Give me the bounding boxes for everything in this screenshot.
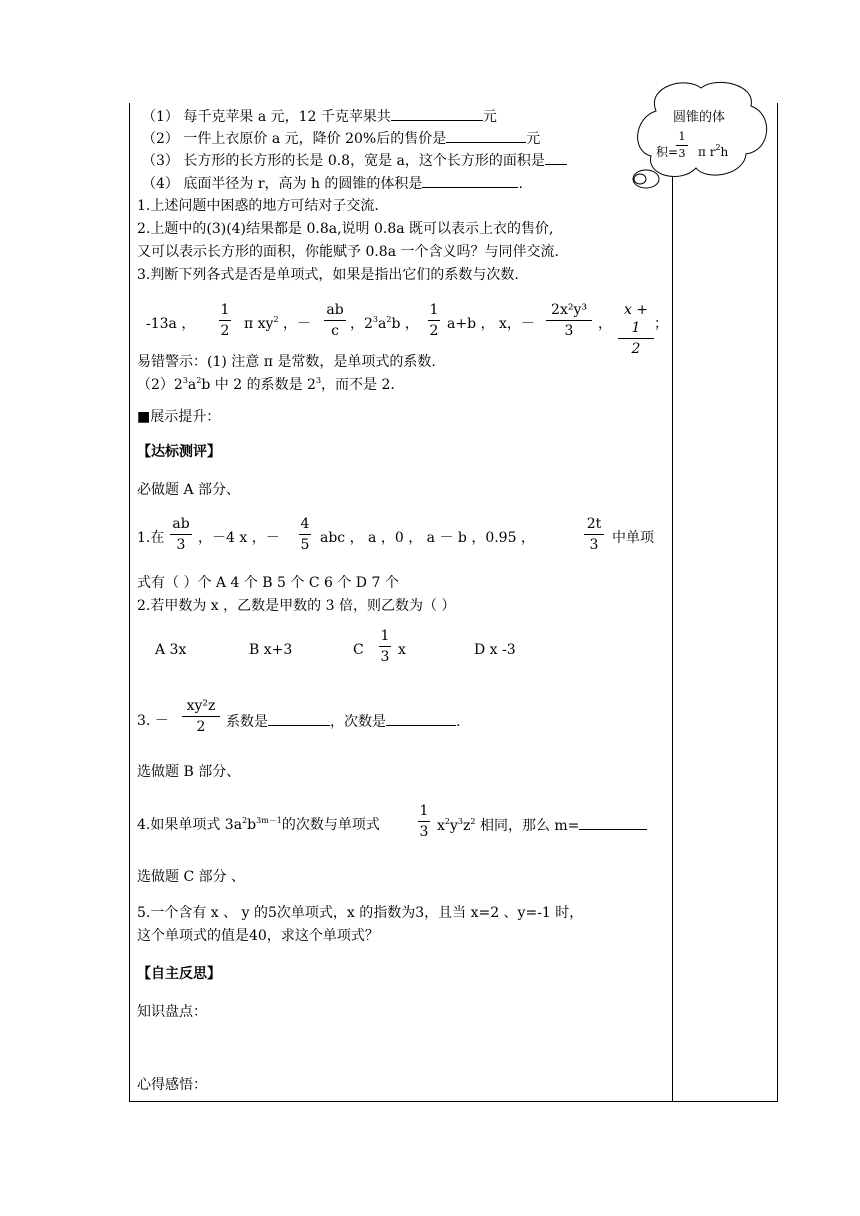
section-a: 必做题 A 部分、 xyxy=(137,482,241,498)
answer-blank[interactable] xyxy=(545,150,567,165)
q4-frac: 1 3 xyxy=(419,803,429,840)
answer-blank[interactable] xyxy=(446,128,526,143)
answer-blank[interactable] xyxy=(386,711,456,726)
q-line-2: （2） 一件上衣原价 a 元，降价 20%后的售价是 元 xyxy=(142,128,540,149)
reflect-title: 【自主反思】 xyxy=(137,966,221,982)
knowledge-label: 知识盘点： xyxy=(137,1004,207,1020)
q1-mid-2: abc ， a ，0 ， a － b ，0.95 ， xyxy=(320,530,535,546)
answer-blank[interactable] xyxy=(422,173,518,188)
q1-post: 中单项 xyxy=(612,530,654,546)
insight-label: 心得感悟： xyxy=(137,1077,207,1093)
q2: 2.若甲数为 x ，乙数是甲数的 3 倍，则乙数为（ ） xyxy=(137,598,456,614)
q-line-4: （4） 底面半径为 r，高为 h 的圆锥的体积是 . xyxy=(142,173,523,194)
q2-option-c-frac: 1 3 xyxy=(380,628,390,665)
frac-3: 1 2 xyxy=(429,302,439,339)
warning-2: $(2)2^3a^2b$ 中 2 的系数是 $2^3$，而不是 2. xyxy=(137,376,395,393)
column-divider xyxy=(672,103,673,1102)
q5-line-1: 5.一个含有 x 、 y 的5次单项式，x 的指数为3，且当 x=2 、y=-1 时， xyxy=(137,905,584,921)
q2-option-d: D x -3 xyxy=(474,642,516,658)
frac-4: 2x²y³ 3 xyxy=(546,301,592,340)
q1-frac-3: 2t 3 xyxy=(584,515,604,554)
q4-pre: 4.如果单项式 $3a^2b^{3m-1}$的次数与单项式 xyxy=(137,816,380,833)
q1-pre: 1.在 xyxy=(137,530,165,546)
expr-4: a+b ， x，－ xyxy=(447,316,535,332)
para-2b: 又可以表示长方形的面积，你能赋予 0.8a 一个含义吗？与同伴交流. xyxy=(137,244,559,260)
answer-blank[interactable] xyxy=(268,711,330,726)
frac-2: ab c xyxy=(324,301,346,340)
section-b: 选做题 B 部分、 xyxy=(137,764,241,780)
q3-frac: xy²z 2 xyxy=(182,697,220,736)
warning-1: 易错警示：(1) 注意 π 是常数，是单项式的系数. xyxy=(137,354,436,370)
q2-option-c: C xyxy=(353,642,364,658)
cloud-line-3: π $r^2h$ xyxy=(698,143,729,159)
expr-2: π $xy^2$ ，－ xyxy=(244,315,312,332)
cloud-line-1: 圆锥的体 xyxy=(673,110,726,125)
thought-cloud-icon xyxy=(626,76,776,206)
q3-post: 系数是 ，次数是 . xyxy=(226,711,460,732)
q1-options: 式有（ ）个 A 4 个 B 5 个 C 6 个 D 7 个 xyxy=(137,575,399,591)
answer-blank[interactable] xyxy=(391,106,483,121)
section-eval-title: 【达标测评】 xyxy=(137,444,221,460)
section-show: ■展示提升： xyxy=(137,409,221,425)
q1-frac-1: ab 3 xyxy=(170,515,192,554)
answer-blank[interactable] xyxy=(579,815,647,830)
q2-option-b: B x+3 xyxy=(249,642,293,658)
frac-5: x + 1 2 xyxy=(618,301,654,358)
section-c: 选做题 C 部分 、 xyxy=(137,869,246,885)
cloud-line-2: 积= xyxy=(656,145,679,159)
q2-option-a: A 3x xyxy=(155,642,187,658)
q5-line-2: 这个单项式的值是40，求这个单项式？ xyxy=(137,928,379,944)
para-2a: 2.上题中的(3)(4)结果都是 0.8a,说明 0.8a 既可以表示上衣的售价, xyxy=(137,221,554,237)
expr-6: ； xyxy=(654,316,668,332)
frac-1: 1 2 xyxy=(220,302,230,339)
q1-mid-1: ，－4 x ，－ xyxy=(198,530,280,546)
para-3: 3.判断下列各式是否是单项式，如果是指出它们的系数与次数. xyxy=(137,267,519,283)
q-line-3: （3） 长方形的长方形的长是 0.8，宽是 a，这个长方形的面积是 xyxy=(142,150,567,171)
cloud-fraction: 1 3 xyxy=(676,130,688,161)
q1-frac-2: 4 5 xyxy=(300,516,310,553)
q3-pre: 3. － xyxy=(137,713,169,729)
q2-option-c-x: x xyxy=(398,642,406,658)
expr-5: ， xyxy=(598,316,612,332)
expr-1: -13a ， xyxy=(146,316,196,332)
q4-post: $x^2y^3z^2$ 相同，那么 m= xyxy=(437,815,647,836)
para-1: 1.上述问题中困惑的地方可结对子交流. xyxy=(137,198,379,214)
expr-3: ，$2^3a^2b$ ， xyxy=(350,315,419,332)
q-line-1: （1） 每千克苹果 a 元，12 千克苹果共 元 xyxy=(142,106,497,127)
